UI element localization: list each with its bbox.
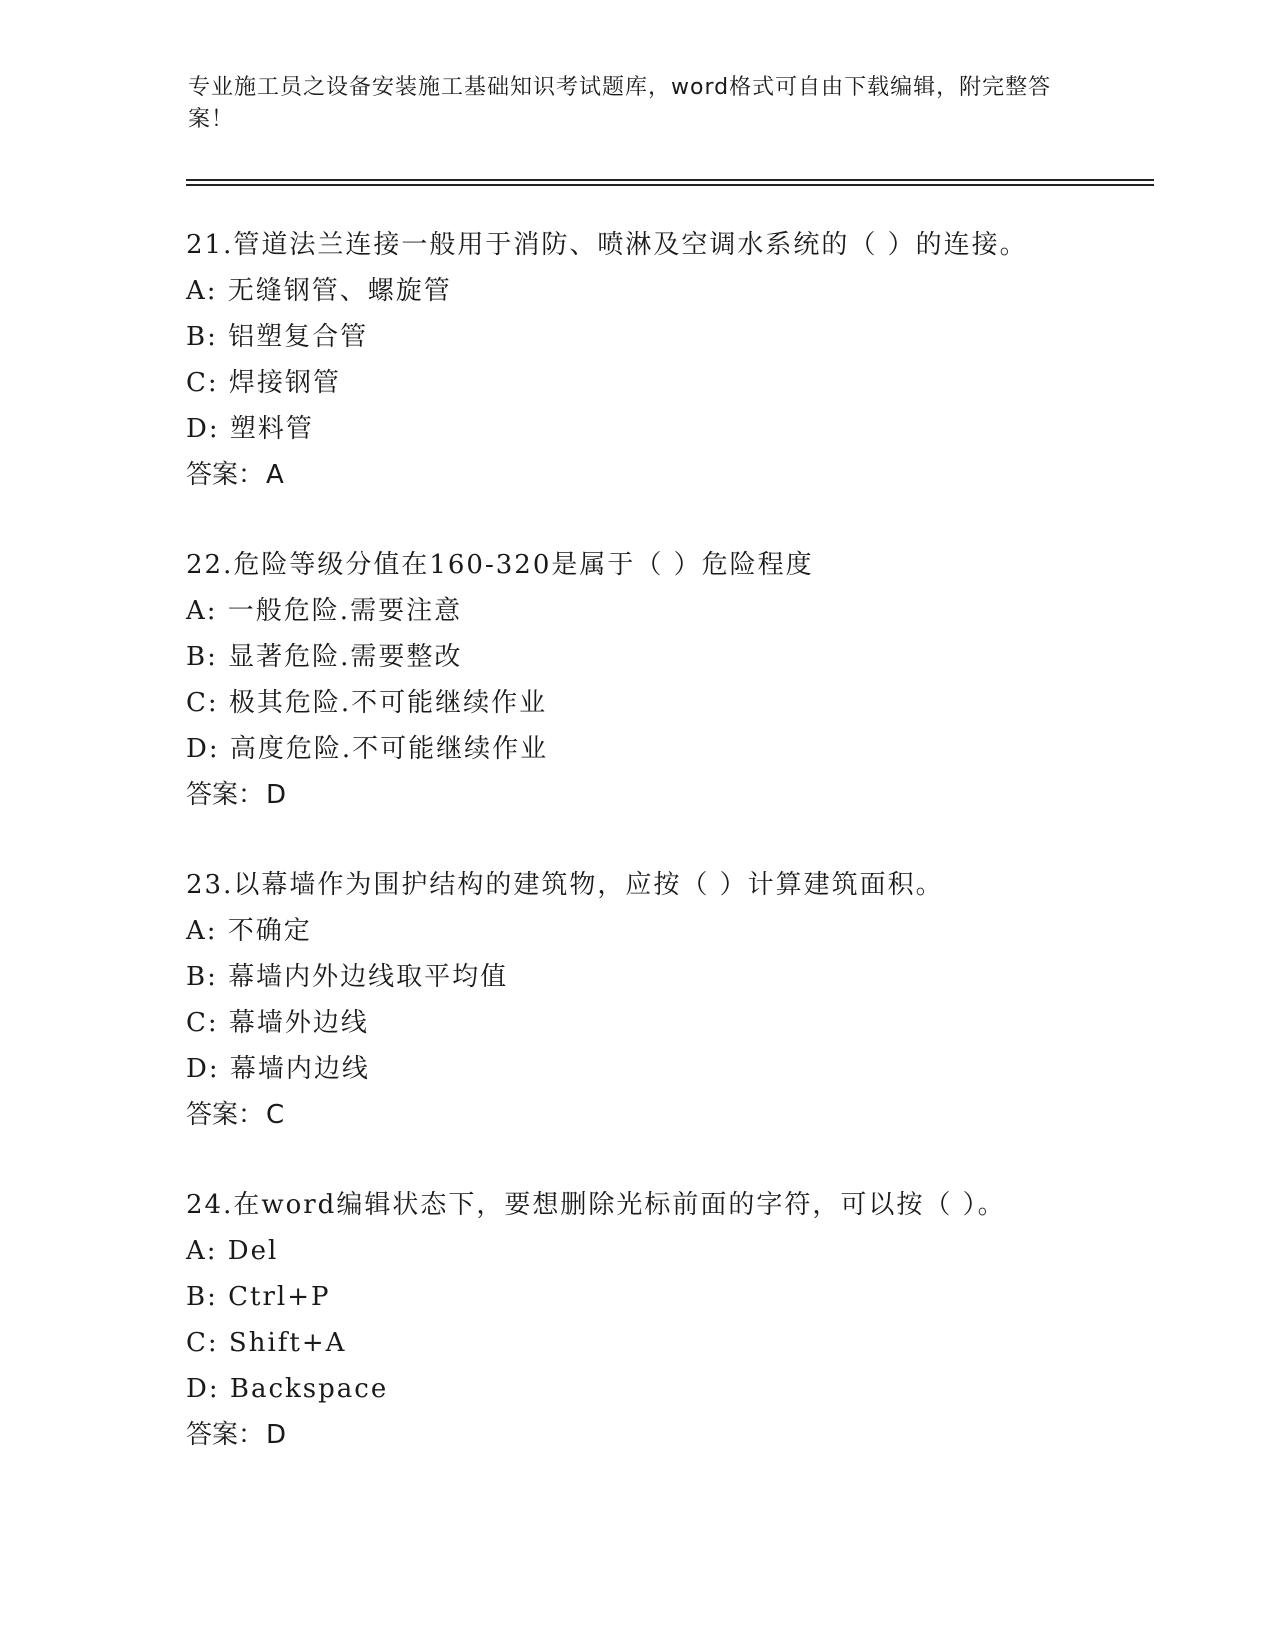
option-c: C: Shift+A bbox=[186, 1328, 347, 1358]
question-stem: 21.管道法兰连接一般用于消防、喷淋及空调水系统的（ ）的连接。 bbox=[186, 230, 1028, 260]
option-d: D: Backspace bbox=[186, 1374, 389, 1404]
option-d: D: 塑料管 bbox=[186, 414, 314, 444]
answer-line bbox=[186, 452, 1146, 498]
option-c: C: 焊接钢管 bbox=[186, 368, 341, 398]
option-b: B: 铝塑复合管 bbox=[186, 322, 369, 352]
header-divider-bottom bbox=[186, 184, 1154, 186]
question-23 bbox=[186, 862, 1146, 1138]
answer-value: D bbox=[266, 1420, 287, 1450]
question-stem: 24.在word编辑状态下，要想删除光标前面的字符，可以按（ ）。 bbox=[186, 1190, 1006, 1220]
question-stem: 22.危险等级分值在160-320是属于（ ）危险程度 bbox=[186, 550, 814, 580]
answer-label: 答案： bbox=[186, 1100, 265, 1130]
answer-line bbox=[186, 1412, 1146, 1458]
answer-label: 答案： bbox=[186, 780, 265, 810]
header-divider-top bbox=[186, 179, 1154, 181]
option-c: C: 极其危险.不可能继续作业 bbox=[186, 688, 548, 718]
question-stem: 23.以幕墙作为围护结构的建筑物，应按（ ）计算建筑面积。 bbox=[186, 870, 944, 900]
option-d: D: 幕墙内边线 bbox=[186, 1054, 370, 1084]
option-c: C: 幕墙外边线 bbox=[186, 1008, 369, 1038]
option-a: A: 不确定 bbox=[186, 916, 312, 946]
option-a: A: 无缝钢管、螺旋管 bbox=[186, 276, 452, 306]
question-24 bbox=[186, 1182, 1146, 1458]
document-header: 专业施工员之设备安装施工基础知识考试题库，word格式可自由下载编辑，附完整答案！ bbox=[188, 75, 1052, 132]
answer-line bbox=[186, 772, 1146, 818]
answer-label: 答案： bbox=[186, 1420, 265, 1450]
answer-value: A bbox=[266, 460, 284, 490]
option-b: B: 显著危险.需要整改 bbox=[186, 642, 463, 672]
answer-line bbox=[186, 1092, 1146, 1138]
question-22 bbox=[186, 542, 1146, 818]
option-a: A: Del bbox=[186, 1236, 279, 1266]
answer-value: D bbox=[266, 780, 287, 810]
option-b: B: 幕墙内外边线取平均值 bbox=[186, 962, 509, 992]
question-21 bbox=[186, 222, 1146, 498]
option-d: D: 高度危险.不可能继续作业 bbox=[186, 734, 549, 764]
option-a: A: 一般危险.需要注意 bbox=[186, 596, 463, 626]
option-b: B: Ctrl+P bbox=[186, 1282, 331, 1312]
answer-value: C bbox=[266, 1100, 285, 1130]
answer-label: 答案： bbox=[186, 460, 265, 490]
